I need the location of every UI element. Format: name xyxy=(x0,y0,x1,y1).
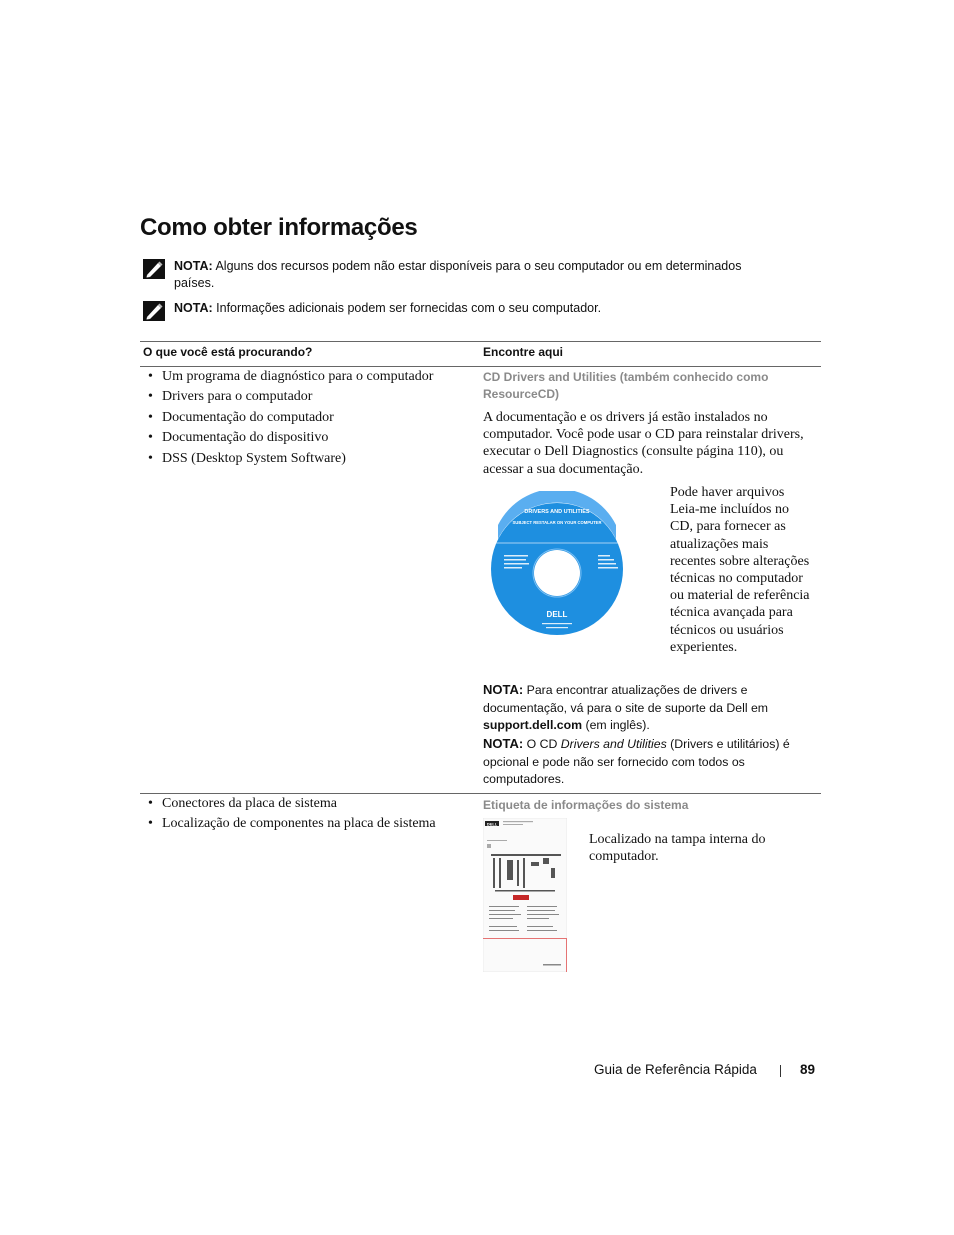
note-text-cont: países. xyxy=(174,276,215,290)
cd-description-line: acessar a sua documentação. xyxy=(483,461,644,477)
list-item: • Documentação do dispositivo xyxy=(143,428,433,448)
table-header-find-here: Encontre aqui xyxy=(483,345,564,359)
note-driver-updates xyxy=(483,681,823,735)
cd-readme-line: CD, para fornecer as xyxy=(670,519,786,535)
note-text: Informações adicionais podem ser fornecidas com o seu computador. xyxy=(216,301,602,315)
cd-heading-line: ResourceCD) xyxy=(483,387,560,401)
cd-readme-line: Leia-me incluídos no xyxy=(670,502,789,518)
cd-description xyxy=(483,409,823,478)
cd-readme-line: Pode haver arquivos xyxy=(670,485,785,500)
cd-band-text: DRIVERS AND UTILITIES xyxy=(524,509,590,515)
note-text: computadores. xyxy=(483,772,565,786)
system-label-location-text xyxy=(589,831,809,865)
cd-heading xyxy=(483,369,803,403)
support-link[interactable]: support.dell.com xyxy=(483,718,583,732)
list-item: • Documentação do computador xyxy=(143,408,433,428)
cd-readme-line: recentes sobre alterações xyxy=(670,553,810,569)
note-text: (Drivers e utilitários) é xyxy=(666,737,790,751)
note-pencil-icon xyxy=(143,301,165,321)
note-text: documentação, vá para o site de suporte da Dell em xyxy=(483,700,769,715)
cd-drivers-utilities-image xyxy=(490,491,625,651)
page-number: 89 xyxy=(800,1062,816,1077)
list-item: • DSS (Desktop System Software) xyxy=(143,449,433,469)
note-text: Para encontrar atualizações de drivers e xyxy=(526,683,748,697)
system-label-heading: Etiqueta de informações do sistema xyxy=(483,798,689,812)
note-pencil-icon xyxy=(143,259,165,279)
cd-band-subtext: SUBJECT RESTALAR ON YOUR COMPUTER xyxy=(512,520,602,525)
page-title: Como obter informações xyxy=(140,214,418,241)
note-label: NOTA: xyxy=(483,682,524,697)
system-info-label-image xyxy=(483,818,567,972)
cd-readme-line: ou material de referência xyxy=(670,588,810,604)
dell-logo: DELL xyxy=(486,821,498,827)
list-item: • Localização de componentes na placa de sistema xyxy=(143,814,436,834)
row1-item-list xyxy=(143,367,433,469)
footer-separator xyxy=(780,1065,781,1077)
row2-item-list xyxy=(143,794,436,835)
note-label: NOTA: xyxy=(174,301,213,315)
note-cd-optional xyxy=(483,735,823,789)
note-label: NOTA: xyxy=(483,736,524,751)
note-text: (em inglês). xyxy=(582,718,650,732)
note-text: opcional e pode não ser fornecido com todos os xyxy=(483,754,745,769)
cd-readme-text xyxy=(670,484,830,656)
cd-readme-line: técnica avançada para xyxy=(670,605,793,621)
location-line: computador. xyxy=(589,849,659,865)
note-text: O CD xyxy=(526,737,561,751)
cd-readme-line: técnicas no computador xyxy=(670,571,803,587)
note-label: NOTA: xyxy=(174,259,213,273)
cd-readme-line: atualizações mais xyxy=(670,536,769,552)
cd-description-line: A documentação e os drivers já estão instalados no xyxy=(483,410,768,425)
cd-description-line: computador. Você pode usar o CD para reinstalar drivers, xyxy=(483,427,804,443)
list-item: • Conectores da placa de sistema xyxy=(143,794,436,814)
table-header-looking-for: O que você está procurando? xyxy=(143,345,313,359)
list-item: • Drivers para o computador xyxy=(143,387,433,407)
cd-heading-line: CD Drivers and Utilities (também conhecido como xyxy=(483,370,769,384)
footer-guide-title: Guia de Referência Rápida xyxy=(594,1062,757,1077)
dell-logo: DELL xyxy=(546,610,568,619)
note-text: Alguns dos recursos podem não estar disponíveis para o seu computador ou em determinados xyxy=(215,259,742,273)
list-item: • Um programa de diagnóstico para o computador xyxy=(143,367,433,387)
cd-readme-line: experientes. xyxy=(670,639,738,655)
note-italic-title: Drivers and Utilities xyxy=(560,737,667,751)
table-top-rule xyxy=(140,341,821,342)
cd-description-line: executar o Dell Diagnostics (consulte página 110), ou xyxy=(483,444,784,460)
location-line: Localizado na tampa interna do xyxy=(589,832,766,847)
cd-readme-line: técnicos ou usuários xyxy=(670,622,784,638)
